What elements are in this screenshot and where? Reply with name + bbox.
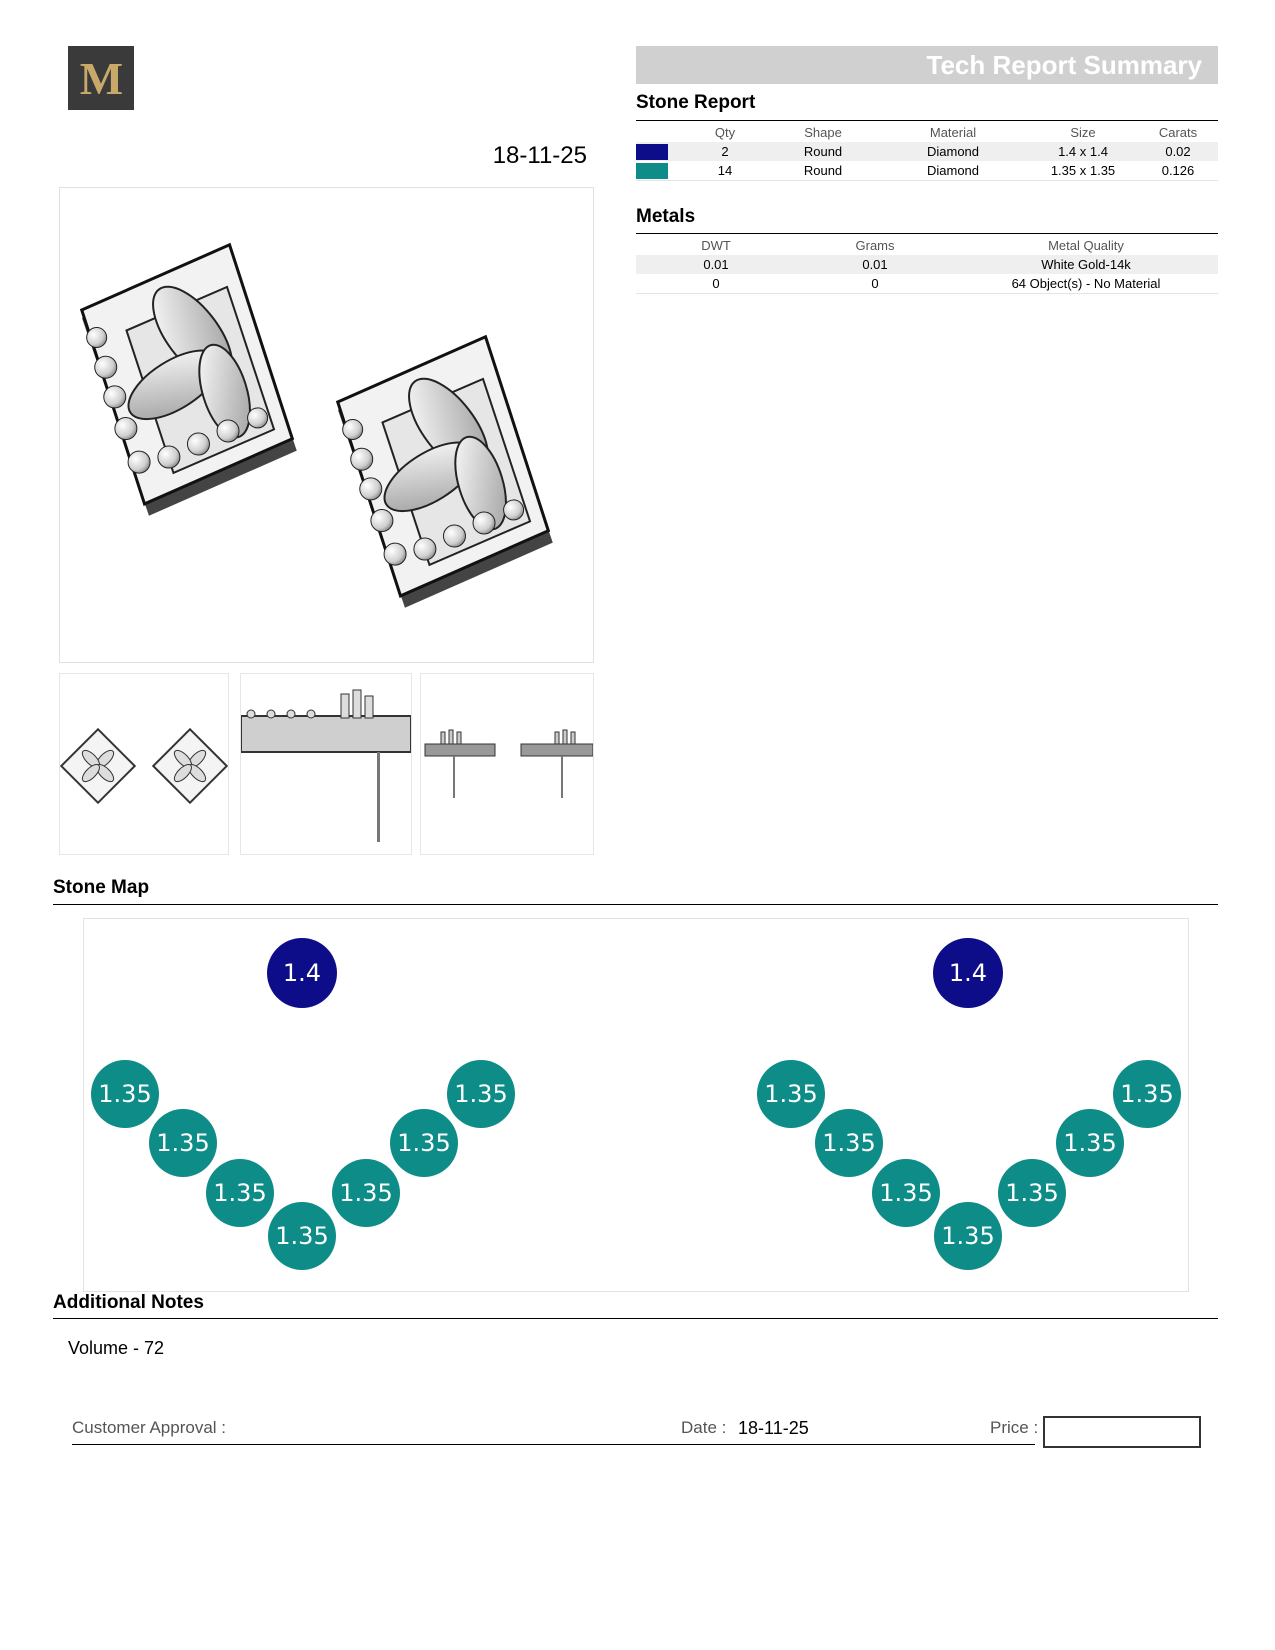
metals-table (636, 236, 1218, 294)
material-cell: Diamond (878, 161, 1028, 181)
stone-report-rule (636, 120, 1218, 121)
front-view-render (60, 674, 228, 854)
stone-color-swatch (636, 144, 668, 160)
thumbnail-front-view[interactable] (59, 673, 229, 855)
stone-map-title: Stone Map (53, 877, 150, 898)
metals-title: Metals (636, 206, 696, 227)
material-cell: Diamond (926, 144, 980, 159)
stone-color-swatch (636, 163, 668, 179)
table-row (636, 255, 1218, 274)
stone-side: 1.35 (268, 1202, 336, 1270)
table-row (636, 142, 1218, 161)
date-label: Date : (681, 1418, 727, 1437)
thumbnail-side-closeup[interactable] (240, 673, 412, 855)
stone-side: 1.35 (934, 1202, 1002, 1270)
stone-side: 1.35 (149, 1109, 217, 1177)
carats-cell: 0.02 (1165, 144, 1191, 159)
column-header: Size (1070, 125, 1096, 140)
stone-side: 1.35 (757, 1060, 825, 1128)
stone-side: 1.35 (815, 1109, 883, 1177)
carats-cell: 0.126 (1138, 161, 1218, 181)
stone-side: 1.35 (91, 1060, 159, 1128)
grams-cell: 0 (796, 274, 954, 294)
swatch-header (636, 123, 682, 142)
additional-notes-rule (53, 1318, 1218, 1319)
approval-signature-line (72, 1444, 1035, 1445)
grams-cell: 0.01 (862, 257, 888, 272)
stone-report-title: Stone Report (636, 92, 756, 113)
earring-right (336, 335, 555, 610)
stone-side: 1.35 (390, 1109, 458, 1177)
customer-approval-label: Customer Approval : (72, 1418, 227, 1437)
column-header: Shape (804, 125, 842, 140)
size-cell: 1.35 x 1.35 (1028, 161, 1138, 181)
stone-map-panel (83, 918, 1189, 1292)
side-closeup-render (241, 674, 411, 854)
column-header: Carats (1158, 125, 1198, 140)
qty-cell: 14 (682, 161, 768, 181)
stone-center-right: 1.4 (933, 938, 1003, 1008)
stone-side: 1.35 (872, 1159, 940, 1227)
column-header: Metal Quality (1048, 238, 1124, 253)
dwt-cell: 0.01 (703, 257, 729, 272)
logo-letter: M (79, 52, 123, 104)
qty-cell: 2 (721, 144, 729, 159)
stone-side: 1.35 (332, 1159, 400, 1227)
thumbnail-profile-views[interactable] (420, 673, 594, 855)
dwt-cell: 0 (636, 274, 796, 294)
size-cell: 1.4 x 1.4 (1058, 144, 1108, 159)
table-row (636, 274, 1218, 294)
metals-header-row (636, 236, 1218, 255)
company-logo (68, 46, 134, 110)
stone-report-header-row (636, 123, 1218, 142)
column-header: DWT (701, 238, 731, 253)
earring-left (80, 243, 299, 518)
shape-cell: Round (803, 144, 843, 159)
stone-side: 1.35 (1113, 1060, 1181, 1128)
stone-side: 1.35 (998, 1159, 1066, 1227)
stone-map-rule (53, 904, 1218, 905)
metal-quality-cell: White Gold-14k (1041, 257, 1131, 272)
table-row (636, 161, 1218, 181)
column-header: Qty (714, 125, 736, 140)
metals-rule (636, 233, 1218, 234)
report-header (636, 46, 1218, 84)
approval-date-value: 18-11-25 (738, 1418, 809, 1438)
notes-text: Volume - 72 (68, 1338, 165, 1358)
price-label: Price : (990, 1418, 1039, 1437)
stone-center-left: 1.4 (267, 938, 337, 1008)
metal-quality-cell: 64 Object(s) - No Material (954, 274, 1218, 294)
stone-side: 1.35 (1056, 1109, 1124, 1177)
additional-notes-title: Additional Notes (53, 1292, 204, 1313)
report-title: Tech Report Summary (926, 50, 1202, 80)
column-header: Material (929, 125, 977, 140)
shape-cell: Round (768, 161, 878, 181)
earrings-render (60, 188, 593, 662)
column-header: Grams (855, 238, 895, 253)
report-date: 18-11-25 (492, 142, 587, 169)
stone-side: 1.35 (447, 1060, 515, 1128)
main-product-image (59, 187, 594, 663)
stone-side: 1.35 (206, 1159, 274, 1227)
stone-report-table (636, 123, 1218, 181)
price-field[interactable] (1043, 1416, 1201, 1448)
profile-views-render (421, 674, 593, 854)
